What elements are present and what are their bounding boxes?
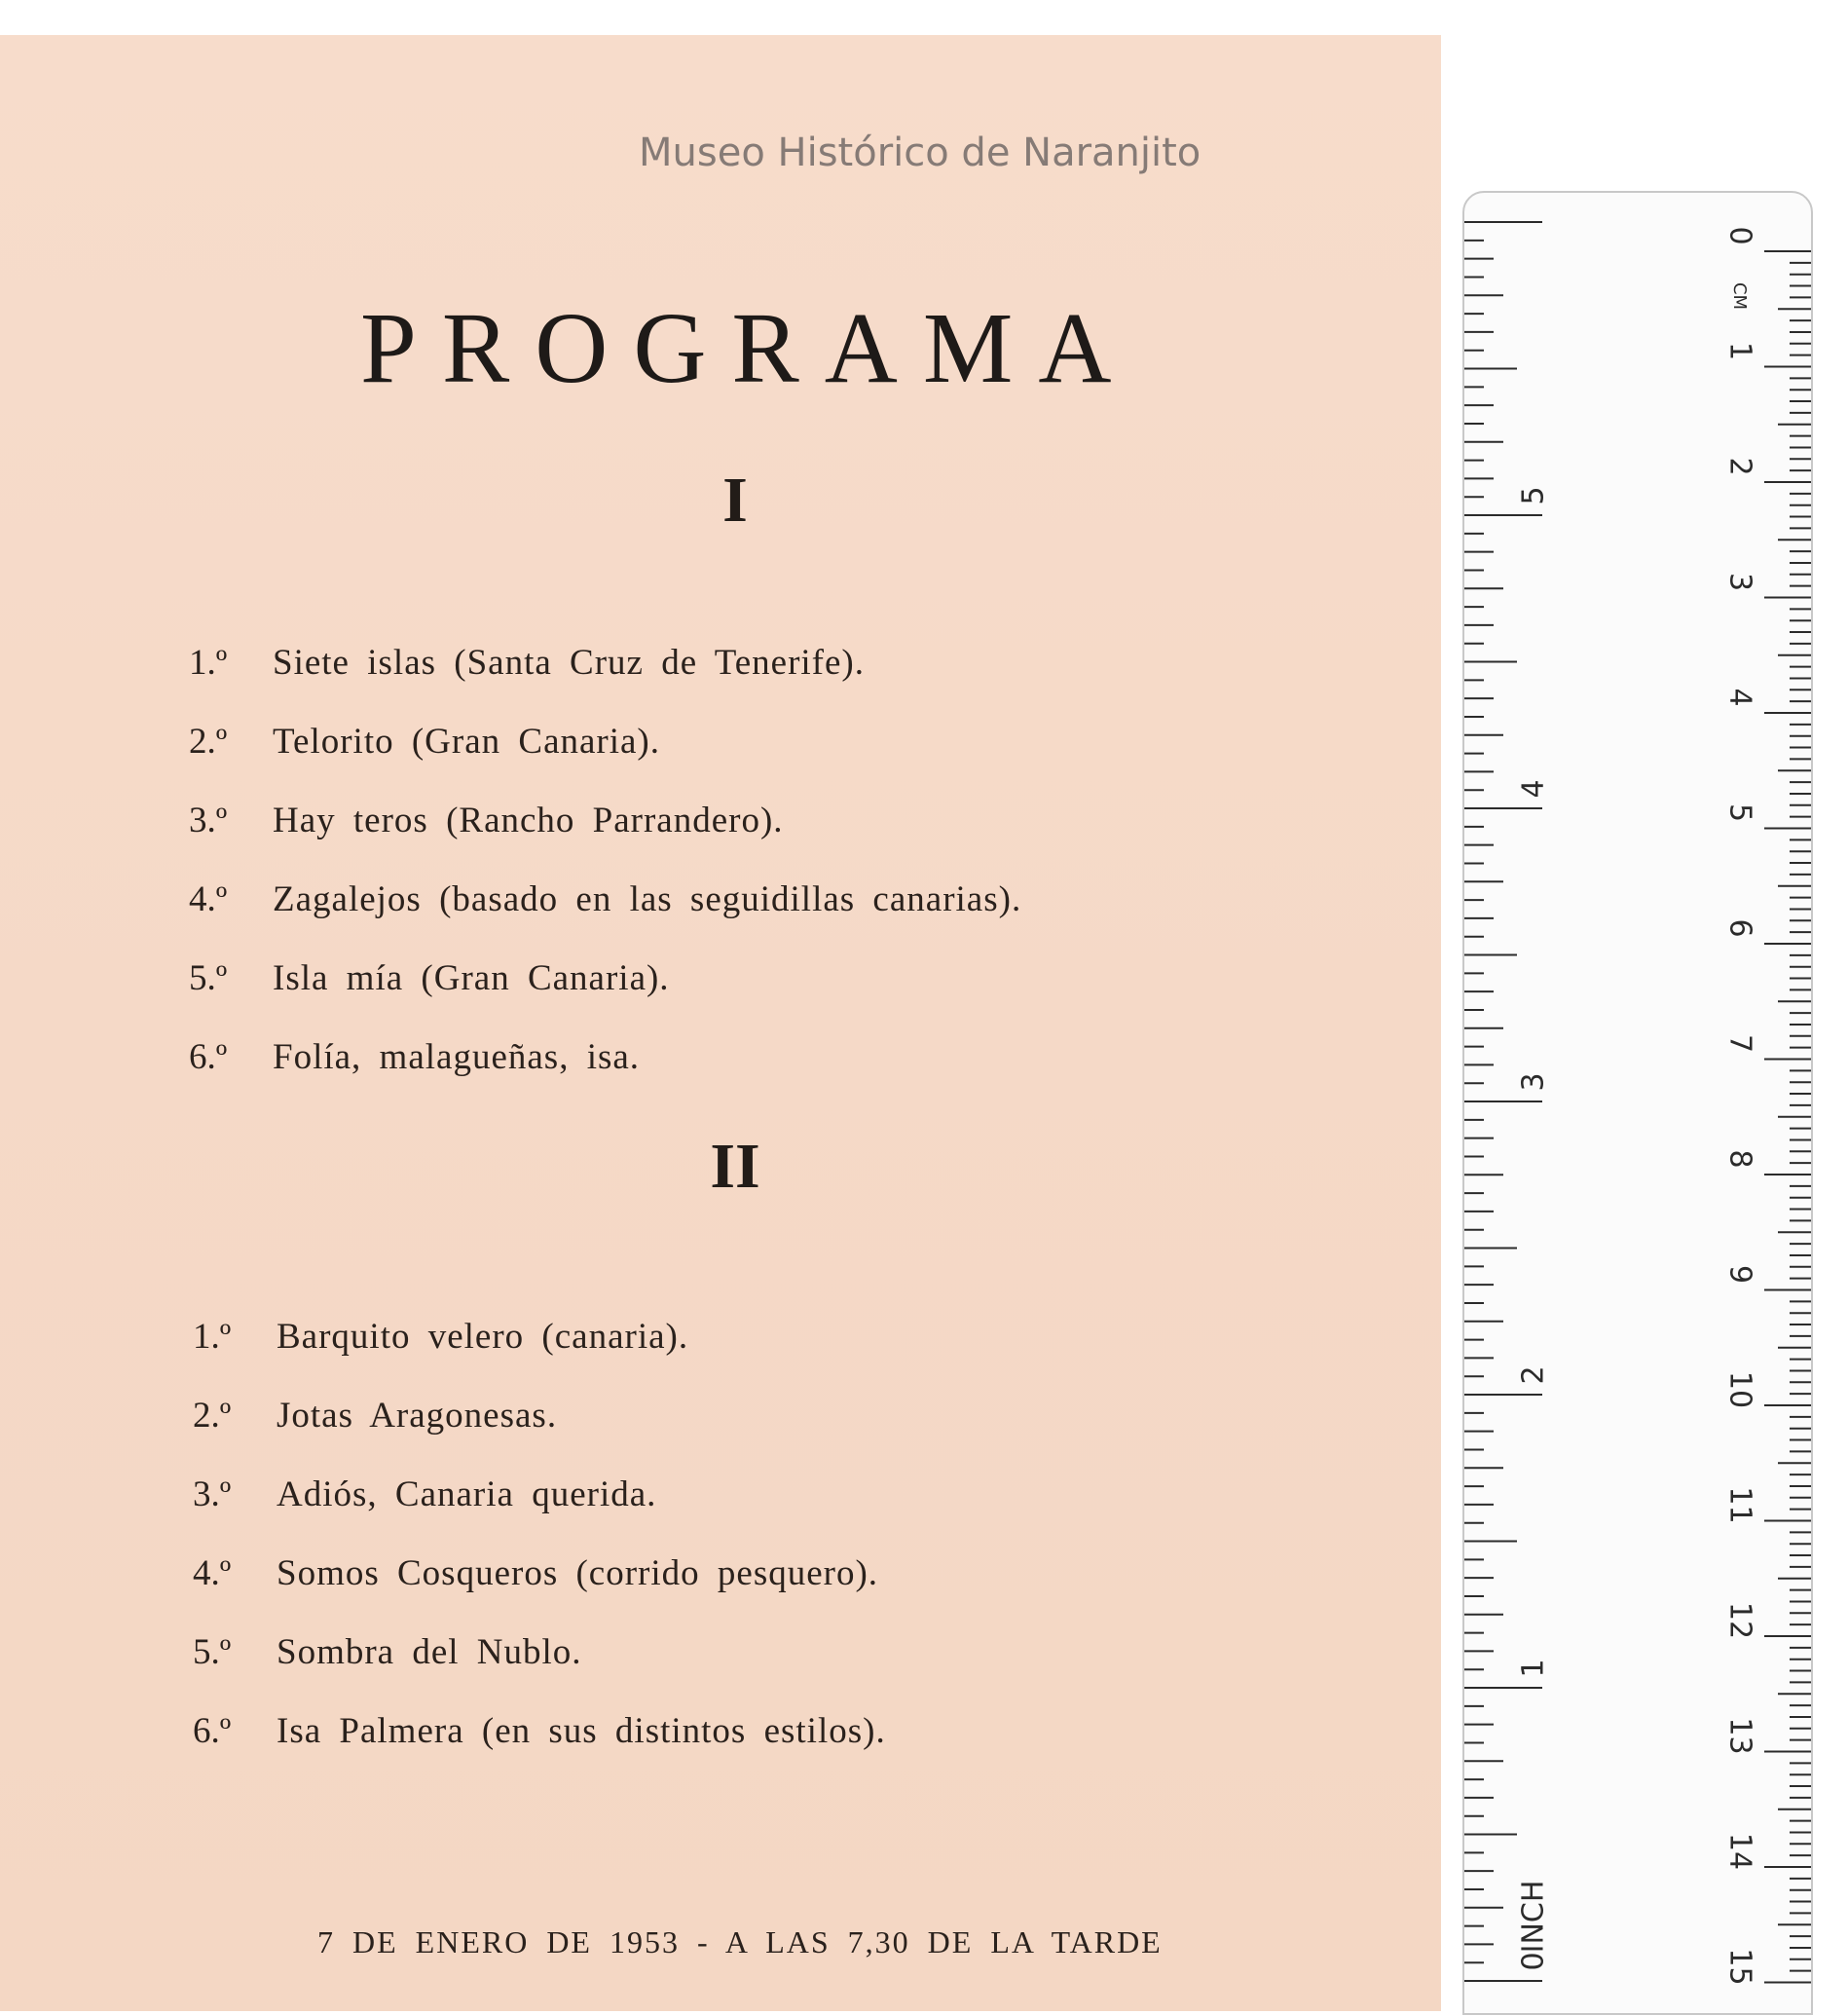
measuring-ruler (1462, 191, 1813, 2015)
cm-number: 12 (1722, 1601, 1757, 1640)
list-item (189, 623, 1021, 702)
list-item (189, 781, 1021, 860)
item-number: 4.º (193, 1553, 232, 1593)
item-number: 4.º (189, 879, 228, 919)
museum-watermark: Museo Histórico de Naranjito (639, 131, 1201, 175)
list-item (193, 1613, 886, 1692)
cm-number: 9 (1722, 1264, 1757, 1285)
program-sheet (0, 35, 1441, 2011)
item-number: 2.º (189, 722, 228, 762)
item-text: Sombra del Nublo. (277, 1632, 582, 1672)
date-footer: 7 DE ENERO DE 1953 - A LAS 7,30 DE LA TARDE (317, 1924, 1163, 1959)
cm-number: 0 (1722, 226, 1757, 245)
section-numeral: II (710, 1131, 760, 1202)
list-item (193, 1534, 886, 1613)
section-2-list (193, 1297, 886, 1771)
ruler-scale (1464, 193, 1811, 2013)
cm-number: 2 (1722, 457, 1757, 476)
item-text: Jotas Aragonesas. (277, 1396, 558, 1436)
inch-number: 4 (1516, 779, 1551, 799)
item-text: Folía, malagueñas, isa. (273, 1037, 641, 1077)
item-number: 6.º (189, 1037, 228, 1077)
item-text: Adiós, Canaria querida. (277, 1474, 657, 1514)
item-number: 5.º (193, 1632, 232, 1672)
inch-number: 2 (1516, 1365, 1551, 1385)
item-text: Hay teros (Rancho Parrandero). (273, 801, 784, 840)
cm-number: 4 (1722, 688, 1757, 707)
list-item (193, 1376, 886, 1455)
item-number: 3.º (189, 801, 228, 840)
list-item (189, 702, 1021, 781)
cm-number: 7 (1722, 1033, 1757, 1054)
item-text: Zagalejos (basado en las seguidillas canarias). (273, 879, 1022, 919)
cm-number: 1 (1722, 341, 1757, 361)
inch-unit-label: INCH (1516, 1880, 1551, 1954)
cm-number: 10 (1722, 1370, 1757, 1409)
list-item (193, 1692, 886, 1771)
item-number: 2.º (193, 1396, 232, 1436)
item-text: Isa Palmera (en sus distintos estilos). (277, 1711, 886, 1751)
cm-number: 3 (1722, 572, 1757, 592)
list-item (189, 939, 1021, 1018)
list-item (189, 1018, 1021, 1097)
cm-number: 15 (1722, 1948, 1757, 1986)
inch-number: 5 (1516, 486, 1551, 505)
list-item (189, 860, 1021, 939)
cm-number: 6 (1722, 918, 1757, 938)
item-number: 1.º (193, 1317, 232, 1357)
list-item (193, 1455, 886, 1534)
inch-number: 1 (1516, 1659, 1551, 1678)
item-text: Telorito (Gran Canaria). (273, 722, 661, 762)
cm-number: 13 (1722, 1717, 1757, 1755)
item-text: Somos Cosqueros (corrido pesquero). (277, 1553, 879, 1593)
cm-number: 14 (1722, 1832, 1757, 1871)
inch-number: 0 (1516, 1952, 1551, 1971)
item-number: 5.º (189, 958, 228, 998)
section-1-list (189, 623, 1021, 1097)
item-number: 6.º (193, 1711, 232, 1751)
section-numeral: I (722, 465, 748, 536)
list-item (193, 1297, 886, 1376)
program-title: PROGRAMA (360, 292, 1137, 404)
inch-number: 3 (1516, 1072, 1551, 1092)
cm-number: 11 (1722, 1486, 1757, 1524)
cm-unit-label: CM (1729, 281, 1750, 311)
cm-number: 5 (1722, 802, 1757, 823)
item-number: 3.º (193, 1474, 232, 1514)
item-number: 1.º (189, 643, 228, 683)
cm-number: 8 (1722, 1149, 1757, 1169)
item-text: Isla mía (Gran Canaria). (273, 958, 670, 998)
item-text: Barquito velero (canaria). (277, 1317, 689, 1357)
item-text: Siete islas (Santa Cruz de Tenerife). (273, 643, 865, 683)
